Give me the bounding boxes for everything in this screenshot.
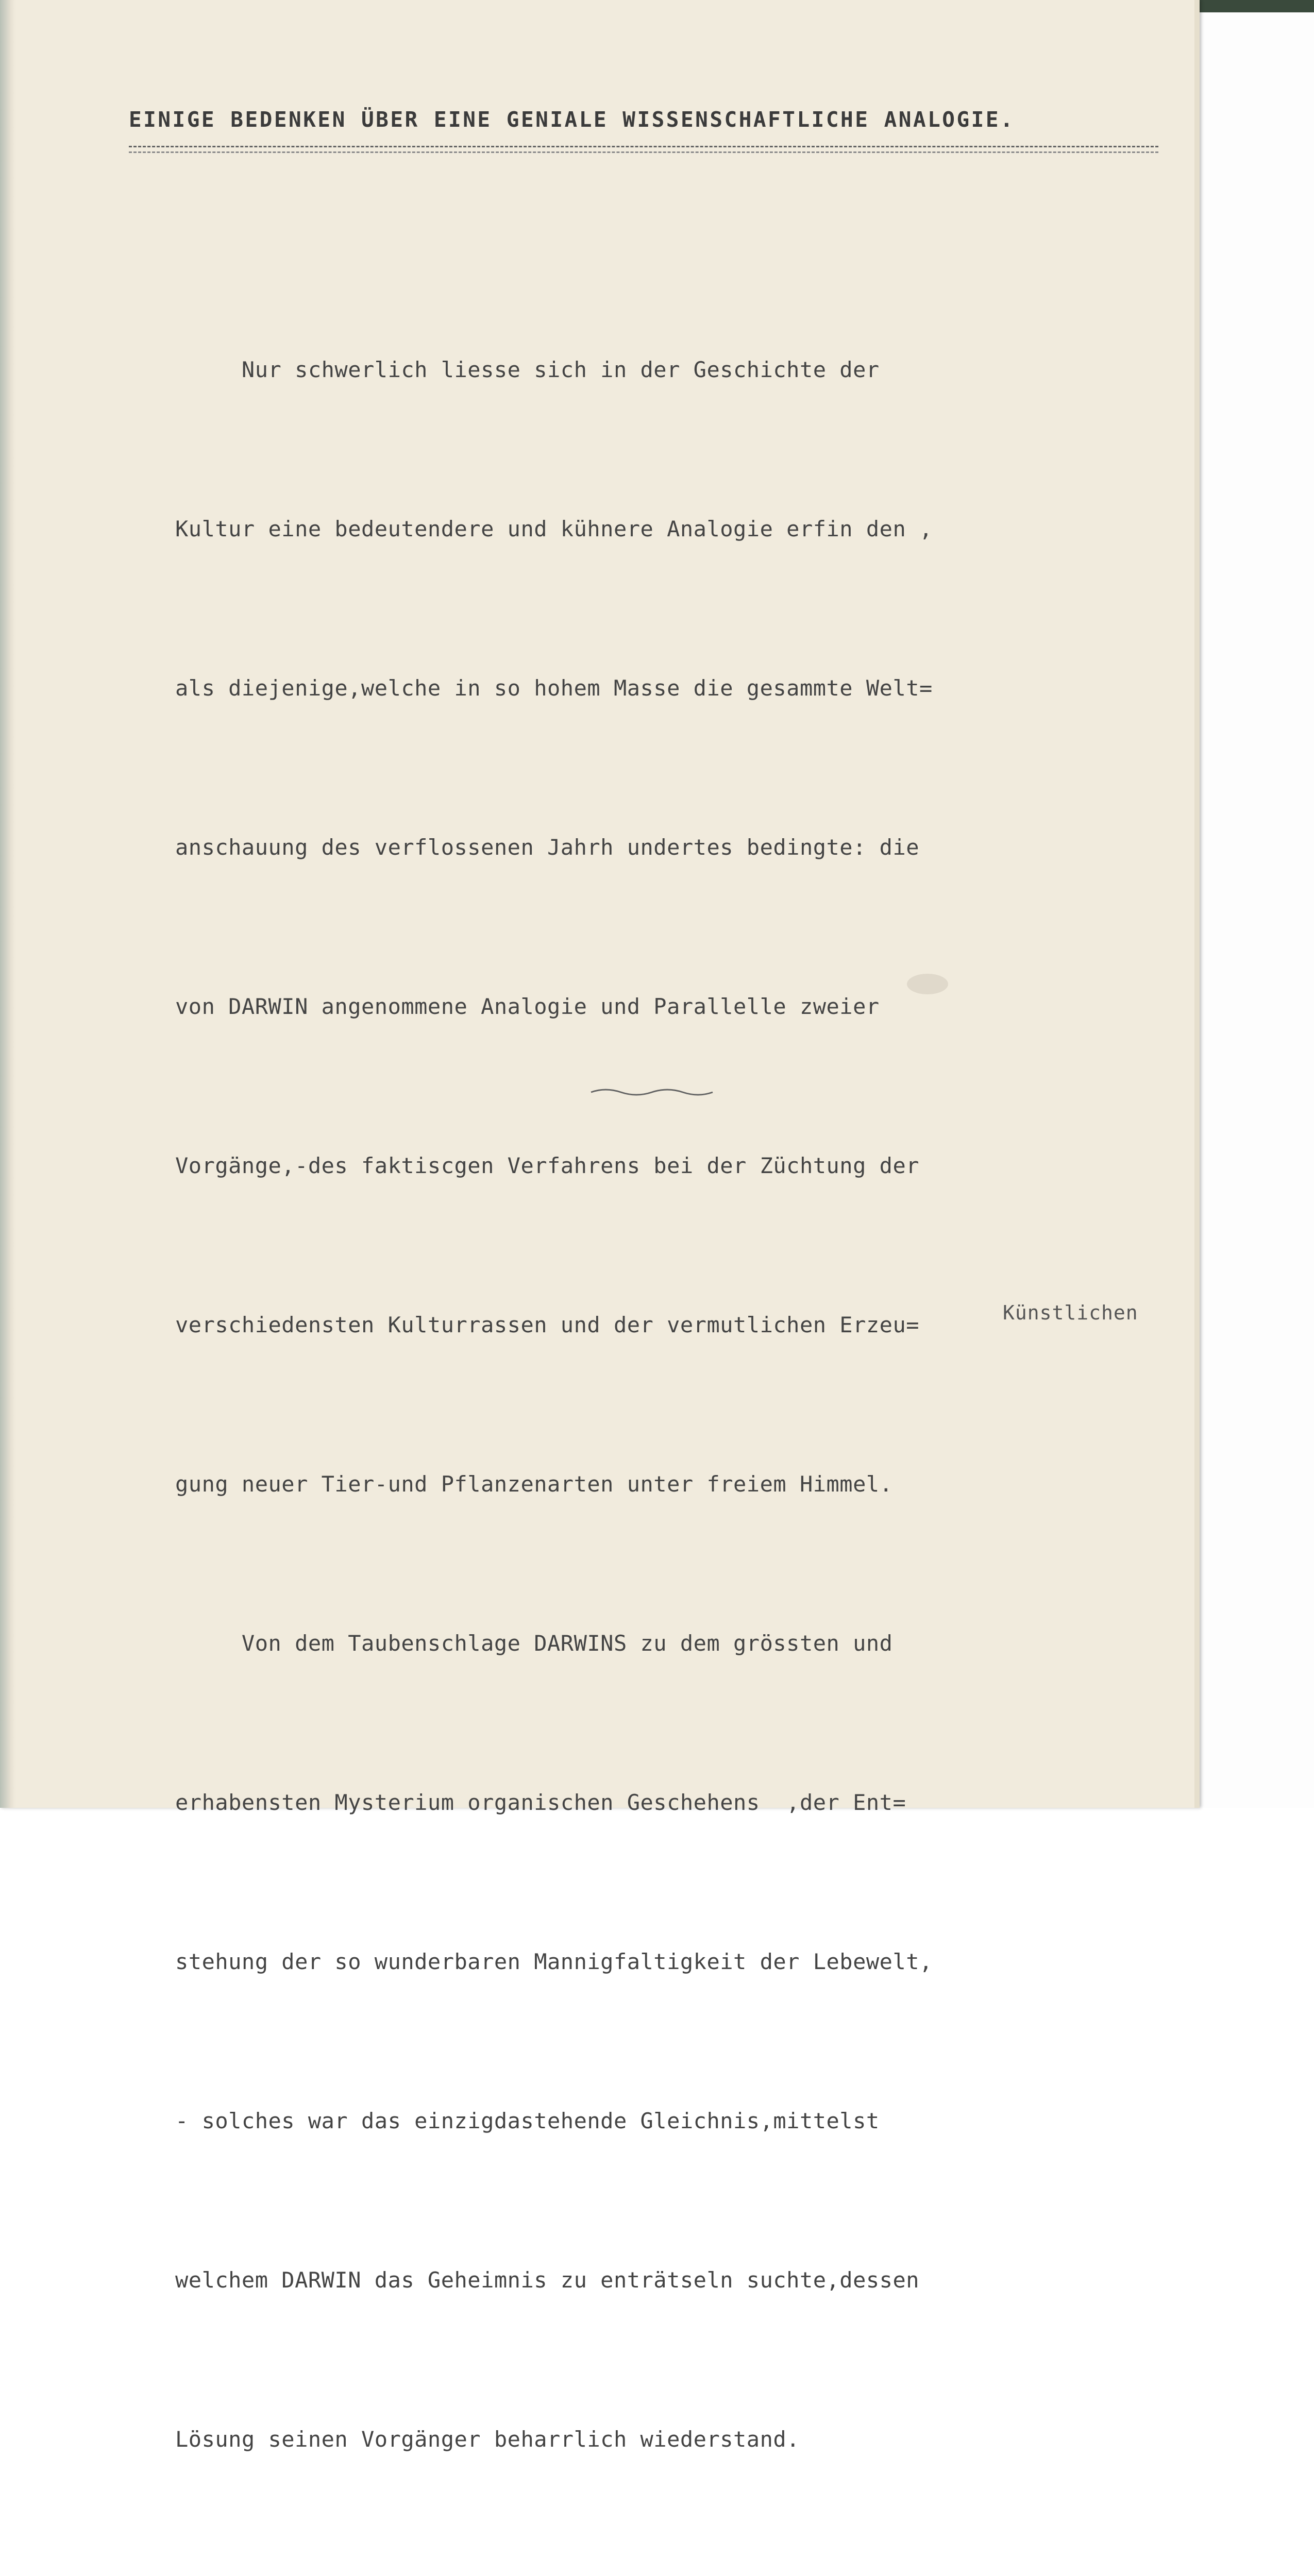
- text-line: stehung der so wunderbaren Mannigfaltigkeit der Lebewelt,: [175, 1949, 933, 1974]
- text-line: von DARWIN angenommene Analogie und Parallelle zweier: [175, 994, 880, 1019]
- text-line: als diejenige,welche in so hohem Masse die gesammte Welt=: [175, 675, 933, 701]
- text-line: Lösung seinen Vorgänger beharrlich wiederstand.: [175, 2427, 800, 2452]
- text-line: - solches war das einzigdastehende Gleichnis,mittelst: [175, 2108, 880, 2133]
- text-line: erhabensten Mysterium organischen Geschehens ,der Ent=: [175, 1790, 906, 1815]
- text-line: Von dem Taubenschlage DARWINS zu dem grössten und: [175, 1631, 893, 1656]
- title-underline-rule: [129, 146, 1158, 153]
- text-line: Kultur eine bedeutendere und kühnere Analogie erfin den ,: [175, 516, 933, 541]
- text-line: gung neuer Tier-und Pflanzenarten unter freiem Himmel.: [175, 1471, 893, 1497]
- page-fold-shadow: [0, 0, 15, 1808]
- body-text: [175, 237, 1201, 2576]
- text-line: anschauung des verflossenen Jahrh undertes bedingte: die: [175, 835, 920, 860]
- text-line: verschiedensten Kulturrassen und der vermutlichen Erzeu=: [175, 1312, 920, 1337]
- text-line: welchem DARWIN das Geheimnis zu enträtseln suchte,dessen: [175, 2267, 920, 2293]
- scan-background: [1190, 0, 1314, 1808]
- text-line: [175, 2572, 1201, 2576]
- handwritten-insertion: Künstlichen: [1003, 1301, 1138, 1324]
- scan-corner: [1190, 0, 1314, 12]
- page-title: EINIGE BEDENKEN ÜBER EINE GENIALE WISSENSCHAFTLICHE ANALOGIE.: [129, 107, 1015, 132]
- text-line: Vorgänge,-des faktiscgen Verfahrens bei der Züchtung der: [175, 1153, 920, 1178]
- text-line: Nur schwerlich liesse sich in der Geschichte der: [175, 357, 880, 382]
